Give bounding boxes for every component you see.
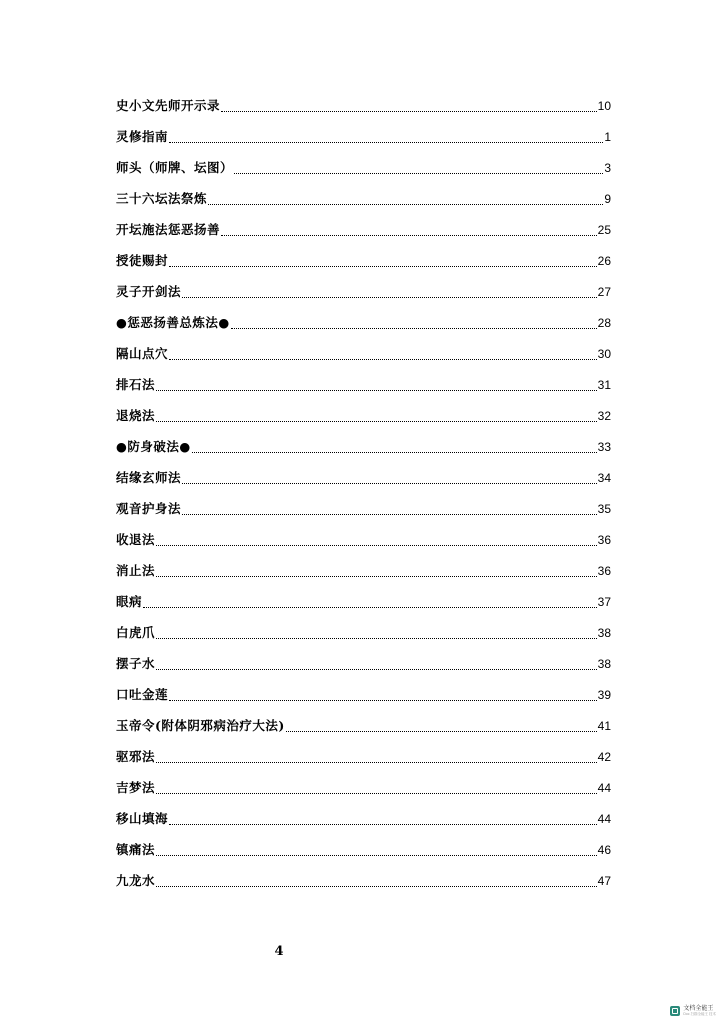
toc-entry[interactable]	[116, 183, 611, 214]
toc-entry-page: 35	[597, 502, 611, 516]
toc-entry[interactable]	[116, 152, 611, 183]
toc-entry-title: 排石法	[116, 377, 156, 392]
toc-entry[interactable]	[116, 276, 611, 307]
toc-entry-title: 摆子水	[116, 656, 156, 671]
toc-entry-page: 32	[597, 409, 611, 423]
toc-dot-leader	[156, 389, 597, 391]
toc-entry-page: 27	[597, 285, 611, 299]
toc-entry[interactable]	[116, 865, 611, 896]
toc-entry-title: 九龙水	[116, 873, 156, 888]
toc-dot-leader	[143, 606, 597, 608]
scanner-watermark	[670, 1006, 716, 1017]
toc-dot-leader	[169, 265, 597, 267]
toc-entry-page: 9	[604, 192, 611, 206]
toc-entry-page: 38	[597, 657, 611, 671]
toc-entry-title: 吉梦法	[116, 780, 156, 795]
toc-entry[interactable]	[116, 338, 611, 369]
toc-entry-title: 镇痛法	[116, 842, 156, 857]
toc-entry-title: 结缘玄师法	[116, 470, 182, 485]
toc-entry-page: 41	[597, 719, 611, 733]
toc-entry-page: 30	[597, 347, 611, 361]
toc-entry-page: 44	[597, 812, 611, 826]
toc-dot-leader	[169, 699, 597, 701]
toc-entry-title: 驱邪法	[116, 749, 156, 764]
toc-entry[interactable]	[116, 772, 611, 803]
toc-entry-title: 灵修指南	[116, 129, 169, 144]
toc-entry-page: 36	[597, 564, 611, 578]
toc-dot-leader	[156, 885, 597, 887]
toc-entry[interactable]	[116, 834, 611, 865]
toc-entry-page: 26	[597, 254, 611, 268]
toc-dot-leader	[169, 823, 597, 825]
toc-entry[interactable]	[116, 121, 611, 152]
toc-dot-leader	[192, 451, 597, 453]
toc-entry[interactable]	[116, 400, 611, 431]
toc-entry[interactable]	[116, 462, 611, 493]
watermark-text	[683, 1006, 716, 1017]
toc-entry-title: ●惩恶扬善总炼法●	[116, 315, 230, 330]
toc-dot-leader	[231, 327, 597, 329]
toc-dot-leader	[221, 110, 597, 112]
toc-entry-title: 眼病	[116, 594, 143, 609]
toc-entry[interactable]	[116, 617, 611, 648]
document-scanner-logo-icon	[670, 1006, 680, 1016]
table-of-contents	[116, 90, 611, 896]
toc-dot-leader	[169, 141, 603, 143]
toc-entry-title: 退烧法	[116, 408, 156, 423]
watermark-title: 文档全能王	[683, 1005, 714, 1012]
toc-entry-title: 白虎爪	[116, 625, 156, 640]
toc-dot-leader	[156, 792, 597, 794]
toc-dot-leader	[156, 575, 597, 577]
toc-entry[interactable]	[116, 803, 611, 834]
toc-dot-leader	[156, 668, 597, 670]
toc-entry-page: 46	[597, 843, 611, 857]
page-number: 4	[274, 944, 284, 959]
toc-entry-page: 38	[597, 626, 611, 640]
toc-entry[interactable]	[116, 586, 611, 617]
toc-entry[interactable]	[116, 214, 611, 245]
toc-dot-leader	[156, 761, 597, 763]
toc-dot-leader	[169, 358, 597, 360]
toc-dot-leader	[156, 544, 597, 546]
toc-entry-title: 隔山点穴	[116, 346, 169, 361]
toc-entry-title: 移山填海	[116, 811, 169, 826]
toc-dot-leader	[286, 730, 597, 732]
toc-entry[interactable]	[116, 710, 611, 741]
toc-entry[interactable]	[116, 90, 611, 121]
toc-dot-leader	[156, 637, 597, 639]
toc-entry-title: 收退法	[116, 532, 156, 547]
toc-entry-title: 口吐金莲	[116, 687, 169, 702]
toc-entry-title: 消止法	[116, 563, 156, 578]
toc-entry-page: 34	[597, 471, 611, 485]
toc-entry-title: 三十六坛法祭炼	[116, 191, 208, 206]
toc-entry[interactable]	[116, 369, 611, 400]
toc-entry-page: 47	[597, 874, 611, 888]
toc-entry-title: 师头（师牌、坛图）	[116, 160, 234, 175]
toc-entry[interactable]	[116, 431, 611, 462]
toc-entry-page: 10	[597, 99, 611, 113]
toc-entry-page: 28	[597, 316, 611, 330]
toc-entry-page: 33	[597, 440, 611, 454]
toc-dot-leader	[208, 203, 603, 205]
toc-entry[interactable]	[116, 245, 611, 276]
toc-dot-leader	[182, 296, 597, 298]
toc-entry-title: 玉帝令(附体阴邪病治疗大法)	[116, 718, 285, 733]
watermark-subtitle: Doc 扫描全能王 技术	[683, 1011, 716, 1016]
toc-entry-page: 3	[604, 161, 611, 175]
toc-entry-page: 44	[597, 781, 611, 795]
toc-entry-page: 42	[597, 750, 611, 764]
toc-entry-title: 史小文先师开示录	[116, 98, 221, 113]
toc-entry-title: 授徒赐封	[116, 253, 169, 268]
toc-entry-page: 39	[597, 688, 611, 702]
toc-entry-title: 开坛施法惩恶扬善	[116, 222, 221, 237]
toc-dot-leader	[182, 513, 597, 515]
toc-entry[interactable]	[116, 555, 611, 586]
toc-dot-leader	[182, 482, 597, 484]
toc-entry-title: ●防身破法●	[116, 439, 191, 454]
toc-dot-leader	[234, 172, 603, 174]
toc-entry-title: 灵子开剑法	[116, 284, 182, 299]
toc-dot-leader	[156, 420, 597, 422]
toc-entry[interactable]	[116, 493, 611, 524]
toc-entry[interactable]	[116, 648, 611, 679]
toc-entry-page: 1	[604, 130, 611, 144]
toc-entry-title: 观音护身法	[116, 501, 182, 516]
toc-entry-page: 31	[597, 378, 611, 392]
toc-dot-leader	[156, 854, 597, 856]
toc-entry[interactable]	[116, 307, 611, 338]
toc-dot-leader	[221, 234, 597, 236]
toc-entry-page: 37	[597, 595, 611, 609]
toc-entry-page: 25	[597, 223, 611, 237]
toc-entry[interactable]	[116, 524, 611, 555]
toc-entry[interactable]	[116, 679, 611, 710]
toc-entry-page: 36	[597, 533, 611, 547]
toc-entry[interactable]	[116, 741, 611, 772]
